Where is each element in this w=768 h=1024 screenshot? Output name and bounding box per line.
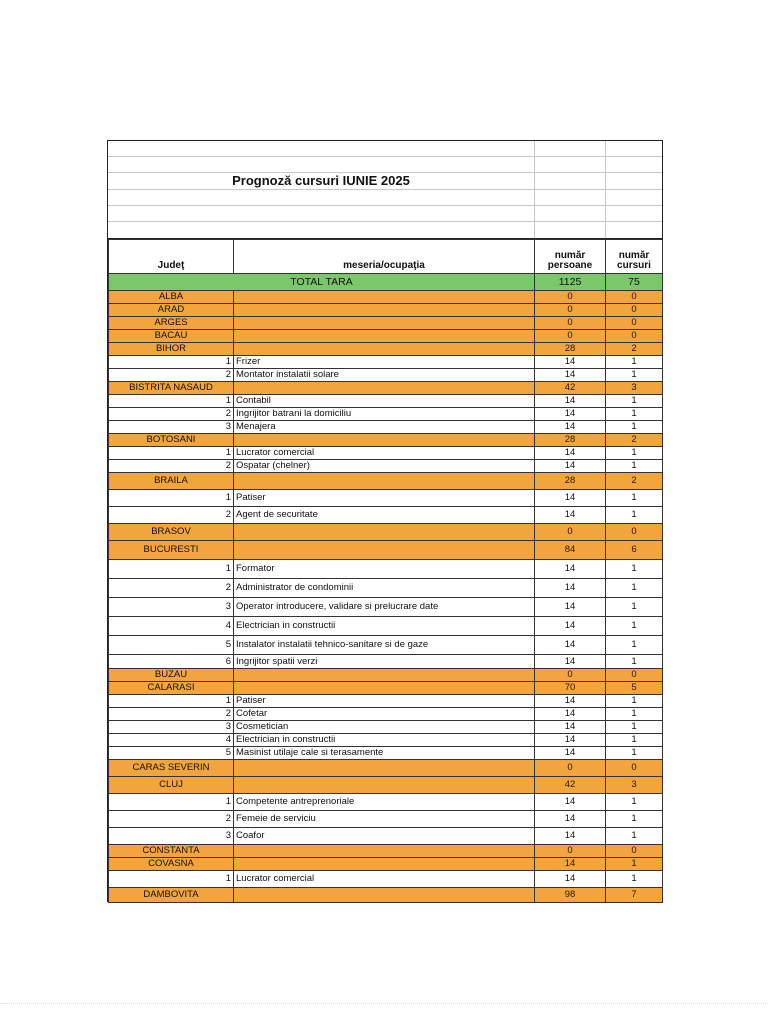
cursuri-value: 1: [606, 490, 663, 507]
persoane-value: 14: [535, 356, 606, 369]
forecast-sheet: [107, 140, 663, 902]
persoane-value: 14: [535, 617, 606, 636]
occupation-row: [109, 617, 663, 636]
persoane-value: 42: [535, 777, 606, 794]
persoane-value: 14: [535, 560, 606, 579]
occupation-row: [109, 747, 663, 760]
occupation-row: [109, 871, 663, 888]
occupation-index: 1: [109, 490, 234, 507]
cursuri-value: 1: [606, 460, 663, 473]
courses-table: [108, 239, 663, 903]
cursuri-value: 1: [606, 655, 663, 669]
cursuri-value: 1: [606, 560, 663, 579]
county-name: BIHOR: [109, 343, 234, 356]
county-occupation-empty: [234, 541, 535, 560]
occupation-name: Masinist utilaje cale si terasamente: [234, 747, 535, 760]
occupation-index: 2: [109, 369, 234, 382]
county-name: ARGES: [109, 317, 234, 330]
cursuri-value: 0: [606, 845, 663, 858]
grid-line: [108, 156, 662, 157]
county-row: [109, 669, 663, 682]
occupation-index: 1: [109, 395, 234, 408]
grid-line: [108, 205, 662, 206]
cursuri-value: 2: [606, 343, 663, 356]
occupation-name: Ingrijitor spatii verzi: [234, 655, 535, 669]
county-occupation-empty: [234, 317, 535, 330]
persoane-value: 70: [535, 682, 606, 695]
persoane-value: 14: [535, 421, 606, 434]
grid-line: [108, 189, 662, 190]
persoane-value: 28: [535, 473, 606, 490]
total-label: TOTAL TARA: [109, 274, 535, 291]
occupation-name: Menajera: [234, 421, 535, 434]
occupation-name: Lucrator comercial: [234, 871, 535, 888]
persoane-value: 14: [535, 460, 606, 473]
persoane-value: 28: [535, 434, 606, 447]
occupation-index: 1: [109, 794, 234, 811]
county-row: [109, 382, 663, 395]
county-name: BOTOSANI: [109, 434, 234, 447]
occupation-name: Formator: [234, 560, 535, 579]
header-judet: Judeţ: [109, 240, 234, 274]
county-name: CONSTANTA: [109, 845, 234, 858]
grid-line: [605, 141, 606, 238]
persoane-value: 14: [535, 369, 606, 382]
grid-line: [108, 221, 662, 222]
county-row: [109, 682, 663, 695]
occupation-index: 2: [109, 460, 234, 473]
county-occupation-empty: [234, 777, 535, 794]
cursuri-value: 1: [606, 507, 663, 524]
cursuri-value: 1: [606, 598, 663, 617]
occupation-row: [109, 636, 663, 655]
header-persoane-line1: număr: [554, 250, 586, 261]
county-name: CLUJ: [109, 777, 234, 794]
occupation-index: 2: [109, 579, 234, 598]
occupation-name: Montator instalatii solare: [234, 369, 535, 382]
occupation-row: [109, 734, 663, 747]
persoane-value: 14: [535, 747, 606, 760]
occupation-index: 1: [109, 695, 234, 708]
county-row: [109, 317, 663, 330]
occupation-index: 5: [109, 636, 234, 655]
occupation-row: [109, 655, 663, 669]
cursuri-value: 0: [606, 330, 663, 343]
county-row: [109, 330, 663, 343]
cursuri-value: 1: [606, 828, 663, 845]
county-occupation-empty: [234, 524, 535, 541]
title-block: [108, 141, 662, 239]
persoane-value: 14: [535, 858, 606, 871]
cursuri-value: 1: [606, 421, 663, 434]
county-name: ARAD: [109, 304, 234, 317]
county-name: COVASNA: [109, 858, 234, 871]
occupation-row: [109, 447, 663, 460]
cursuri-value: 1: [606, 447, 663, 460]
occupation-name: Contabil: [234, 395, 535, 408]
cursuri-value: 3: [606, 777, 663, 794]
cursuri-value: 1: [606, 356, 663, 369]
persoane-value: 0: [535, 524, 606, 541]
occupation-row: [109, 721, 663, 734]
persoane-value: 0: [535, 669, 606, 682]
occupation-row: [109, 708, 663, 721]
persoane-value: 0: [535, 845, 606, 858]
cursuri-value: 1: [606, 617, 663, 636]
cursuri-value: 1: [606, 858, 663, 871]
occupation-index: 1: [109, 560, 234, 579]
county-occupation-empty: [234, 473, 535, 490]
cursuri-value: 1: [606, 579, 663, 598]
occupation-name: Cofetar: [234, 708, 535, 721]
occupation-index: 5: [109, 747, 234, 760]
county-occupation-empty: [234, 858, 535, 871]
total-row: [109, 274, 663, 291]
occupation-name: Lucrator comercial: [234, 447, 535, 460]
persoane-value: 42: [535, 382, 606, 395]
county-name: BRAILA: [109, 473, 234, 490]
occupation-row: [109, 369, 663, 382]
occupation-row: [109, 395, 663, 408]
occupation-index: 2: [109, 708, 234, 721]
county-occupation-empty: [234, 760, 535, 777]
cursuri-value: 3: [606, 382, 663, 395]
persoane-value: 14: [535, 708, 606, 721]
county-name: BUZAU: [109, 669, 234, 682]
cursuri-value: 1: [606, 794, 663, 811]
occupation-index: 2: [109, 811, 234, 828]
county-occupation-empty: [234, 888, 535, 903]
cursuri-value: 2: [606, 473, 663, 490]
occupation-row: [109, 460, 663, 473]
persoane-value: 14: [535, 695, 606, 708]
county-occupation-empty: [234, 434, 535, 447]
county-occupation-empty: [234, 682, 535, 695]
persoane-value: 14: [535, 871, 606, 888]
cursuri-value: 1: [606, 734, 663, 747]
cursuri-value: 0: [606, 291, 663, 304]
county-row: [109, 541, 663, 560]
cursuri-value: 1: [606, 369, 663, 382]
cursuri-value: 1: [606, 747, 663, 760]
occupation-name: Competente antreprenoriale: [234, 794, 535, 811]
cursuri-value: 0: [606, 304, 663, 317]
occupation-row: [109, 579, 663, 598]
cursuri-value: 0: [606, 760, 663, 777]
county-occupation-empty: [234, 343, 535, 356]
occupation-name: Frizer: [234, 356, 535, 369]
occupation-name: Ospatar (chelner): [234, 460, 535, 473]
county-row: [109, 888, 663, 903]
county-name: CARAS SEVERIN: [109, 760, 234, 777]
cursuri-value: 0: [606, 317, 663, 330]
cursuri-value: 7: [606, 888, 663, 903]
county-row: [109, 343, 663, 356]
county-occupation-empty: [234, 304, 535, 317]
persoane-value: 98: [535, 888, 606, 903]
persoane-value: 14: [535, 655, 606, 669]
county-occupation-empty: [234, 382, 535, 395]
header-cursuri-line2: cursuri: [617, 260, 651, 271]
occupation-index: 1: [109, 871, 234, 888]
cursuri-value: 1: [606, 721, 663, 734]
occupation-name: Coafor: [234, 828, 535, 845]
persoane-value: 0: [535, 317, 606, 330]
occupation-row: [109, 408, 663, 421]
occupation-row: [109, 490, 663, 507]
occupation-index: 4: [109, 617, 234, 636]
occupation-name: Ingrijitor batrani la domiciliu: [234, 408, 535, 421]
occupation-name: Cosmetician: [234, 721, 535, 734]
cursuri-value: 6: [606, 541, 663, 560]
persoane-value: 0: [535, 760, 606, 777]
county-name: BUCURESTI: [109, 541, 234, 560]
persoane-value: 14: [535, 794, 606, 811]
occupation-index: 3: [109, 721, 234, 734]
persoane-value: 14: [535, 636, 606, 655]
county-row: [109, 760, 663, 777]
occupation-name: Patiser: [234, 490, 535, 507]
persoane-value: 0: [535, 330, 606, 343]
header-cursuri-line1: număr: [618, 250, 650, 261]
county-row: [109, 434, 663, 447]
county-row: [109, 304, 663, 317]
county-row: [109, 473, 663, 490]
persoane-value: 0: [535, 291, 606, 304]
cursuri-value: 0: [606, 669, 663, 682]
county-name: ALBA: [109, 291, 234, 304]
occupation-row: [109, 560, 663, 579]
persoane-value: 14: [535, 811, 606, 828]
cursuri-value: 1: [606, 408, 663, 421]
county-name: BACAU: [109, 330, 234, 343]
occupation-index: 2: [109, 408, 234, 421]
cursuri-value: 1: [606, 708, 663, 721]
persoane-value: 84: [535, 541, 606, 560]
cursuri-value: 1: [606, 695, 663, 708]
county-name: CALARASI: [109, 682, 234, 695]
scan-edge: [0, 1003, 768, 1004]
occupation-name: Agent de securitate: [234, 507, 535, 524]
occupation-index: 4: [109, 734, 234, 747]
county-name: DAMBOVITA: [109, 888, 234, 903]
county-row: [109, 524, 663, 541]
occupation-index: 1: [109, 447, 234, 460]
occupation-index: 1: [109, 356, 234, 369]
occupation-row: [109, 811, 663, 828]
occupation-index: 3: [109, 598, 234, 617]
persoane-value: 14: [535, 395, 606, 408]
occupation-row: [109, 421, 663, 434]
occupation-row: [109, 356, 663, 369]
occupation-name: Administrator de condominii: [234, 579, 535, 598]
persoane-value: 14: [535, 507, 606, 524]
county-name: BRASOV: [109, 524, 234, 541]
county-occupation-empty: [234, 291, 535, 304]
persoane-value: 14: [535, 721, 606, 734]
county-row: [109, 291, 663, 304]
persoane-value: 14: [535, 598, 606, 617]
county-row: [109, 777, 663, 794]
page-title: Prognoză cursuri IUNIE 2025: [232, 173, 410, 188]
persoane-value: 14: [535, 828, 606, 845]
occupation-index: 2: [109, 507, 234, 524]
county-occupation-empty: [234, 669, 535, 682]
persoane-value: 28: [535, 343, 606, 356]
cursuri-value: 1: [606, 871, 663, 888]
total-persoane: 1125: [535, 274, 606, 291]
persoane-value: 0: [535, 304, 606, 317]
occupation-row: [109, 507, 663, 524]
persoane-value: 14: [535, 447, 606, 460]
occupation-name: Femeie de serviciu: [234, 811, 535, 828]
county-row: [109, 845, 663, 858]
cursuri-value: 1: [606, 395, 663, 408]
occupation-index: 3: [109, 421, 234, 434]
occupation-name: Operator introducere, validare si prelucrare date: [234, 598, 535, 617]
header-cursuri: [606, 240, 663, 274]
total-cursuri: 75: [606, 274, 663, 291]
header-persoane-line2: persoane: [547, 260, 593, 271]
cursuri-value: 1: [606, 636, 663, 655]
header-row: [109, 240, 663, 274]
cursuri-value: 0: [606, 524, 663, 541]
cursuri-value: 5: [606, 682, 663, 695]
cursuri-value: 1: [606, 811, 663, 828]
county-name: BISTRITA NASAUD: [109, 382, 234, 395]
grid-line: [534, 141, 535, 238]
cursuri-value: 2: [606, 434, 663, 447]
county-occupation-empty: [234, 845, 535, 858]
occupation-index: 6: [109, 655, 234, 669]
occupation-row: [109, 828, 663, 845]
header-meserie: meseria/ocupaţia: [234, 240, 535, 274]
persoane-value: 14: [535, 579, 606, 598]
county-occupation-empty: [234, 330, 535, 343]
occupation-name: Patiser: [234, 695, 535, 708]
occupation-index: 3: [109, 828, 234, 845]
occupation-row: [109, 695, 663, 708]
occupation-row: [109, 598, 663, 617]
occupation-name: Electrician in constructii: [234, 734, 535, 747]
county-row: [109, 858, 663, 871]
persoane-value: 14: [535, 734, 606, 747]
header-persoane: [535, 240, 606, 274]
persoane-value: 14: [535, 408, 606, 421]
occupation-name: Electrician in constructii: [234, 617, 535, 636]
occupation-row: [109, 794, 663, 811]
persoane-value: 14: [535, 490, 606, 507]
occupation-name: Instalator instalatii tehnico-sanitare si de gaze: [234, 636, 535, 655]
